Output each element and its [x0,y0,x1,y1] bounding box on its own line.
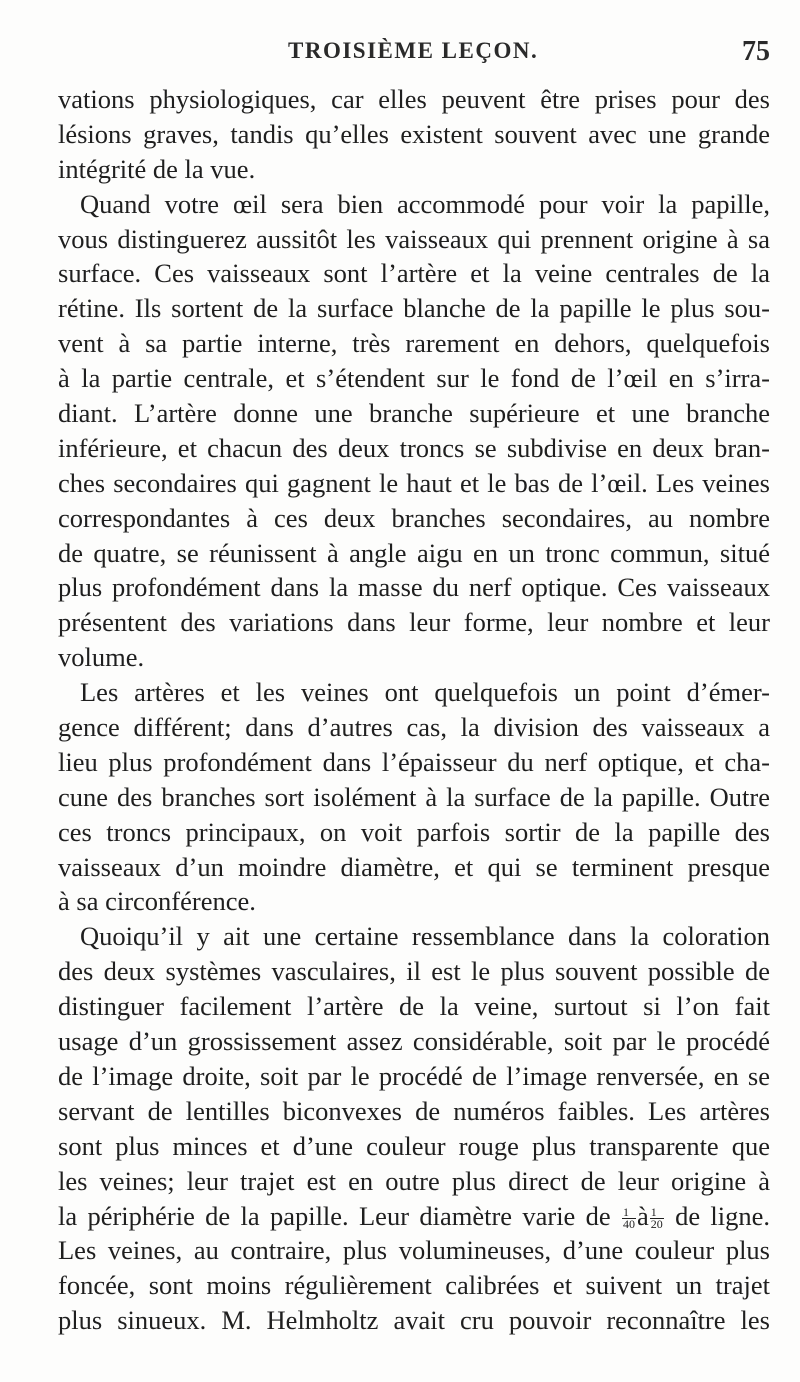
text-line: rétine. Ils sortent de la surface blanche de la papille le plus sou- [58,293,770,324]
running-head: TROISIÈME LEÇON. [288,38,539,63]
text-line: intégrité de la vue. [58,153,256,184]
text-line: ches secondaires qui gagnent le haut et le bas de l’œil. Les veines [58,467,770,498]
fraction-denominator: 20 [650,1216,663,1231]
text-line-with-fractions [58,1199,770,1234]
text-line: des deux systèmes vasculaires, il est le plus souvent possible de [58,956,770,987]
text-line: Les veines, au contraire, plus volumineuses, d’une couleur plus [58,1235,770,1266]
text-line: à sa circonférence. [58,886,256,917]
text-line: à la partie centrale, et s’étendent sur le fond de l’œil en s’irra- [58,363,770,394]
fraction [622,1204,636,1231]
fraction-numerator: 1 [650,1207,664,1219]
text-line: foncée, sont moins régulièrement calibrées et suivent un trajet [58,1270,770,1301]
text-line: surface. Ces vaisseaux sont l’artère et la veine centrales de la [58,258,770,289]
text-line: plus sinueux. M. Helmholtz avait cru pouvoir reconnaître les [58,1305,770,1336]
text-line: vaisseaux d’un moindre diamètre, et qui se terminent presque [58,851,770,882]
fraction-numerator: 1 [622,1207,636,1219]
fraction-denominator: 40 [622,1216,635,1231]
text-line: de quatre, se réunissent à angle aigu en un tronc commun, situé [58,537,770,568]
text-line: volume. [58,642,145,673]
text-line: vent à sa partie interne, très rarement en dehors, quelquefois [58,328,770,359]
text-line: usage d’un grossissement assez considérable, soit par le procédé [58,1026,770,1057]
text-fragment: à [636,1200,649,1231]
text-line: lieu plus profondément dans l’épaisseur du nerf optique, et cha- [58,746,770,777]
text-line: ces troncs principaux, on voit parfois sortir de la papille des [58,816,770,847]
text-line: gence différent; dans d’autres cas, la division des vaisseaux a [58,712,770,743]
text-fragment: de ligne. [675,1200,771,1231]
text-line: inférieure, et chacun des deux troncs se subdivise en deux bran- [58,432,770,463]
text-line: cune des branches sort isolément à la surface de la papille. Outre [58,781,770,812]
page-number: 75 [742,36,770,67]
text-line: servant de lentilles biconvexes de numéros faibles. Les artères [58,1095,770,1126]
text-fragment: la périphérie de la papille. Leur diamètre varie de [58,1200,611,1231]
text-line: vations physiologiques, car elles peuvent être prises pour des [58,84,770,114]
text-line: présentent des variations dans leur forme, leur nombre et leur [58,607,770,638]
page-header [58,38,770,78]
text-line: Quoiqu’il y ait une certaine ressemblance dans la coloration [80,921,770,952]
text-line: correspondantes à ces deux branches secondaires, au nombre [58,502,770,533]
text-line: les veines; leur trajet est en outre plus direct de leur origine à [58,1165,770,1196]
text-line: distinguer facilement l’artère de la veine, surtout si l’on fait [58,991,770,1022]
text-line: Quand votre œil sera bien accommodé pour voir la papille, [80,188,770,219]
text-line: diant. L’artère donne une branche supérieure et une branche [58,398,770,429]
text-line: lésions graves, tandis qu’elles existent souvent avec une grande [58,118,770,149]
text-line: de l’image droite, soit par le procédé de l’image renversée, en se [58,1060,770,1091]
text-line: vous distinguerez aussitôt les vaisseaux qui prennent origine à sa [58,223,770,254]
body-text [58,82,770,1338]
fraction [650,1204,664,1231]
text-line: sont plus minces et d’une couleur rouge plus transparente que [58,1130,770,1161]
text-line: plus profondément dans la masse du nerf optique. Ces vaisseaux [58,572,770,603]
text-line: Les artères et les veines ont quelquefois un point d’émer- [80,677,770,708]
